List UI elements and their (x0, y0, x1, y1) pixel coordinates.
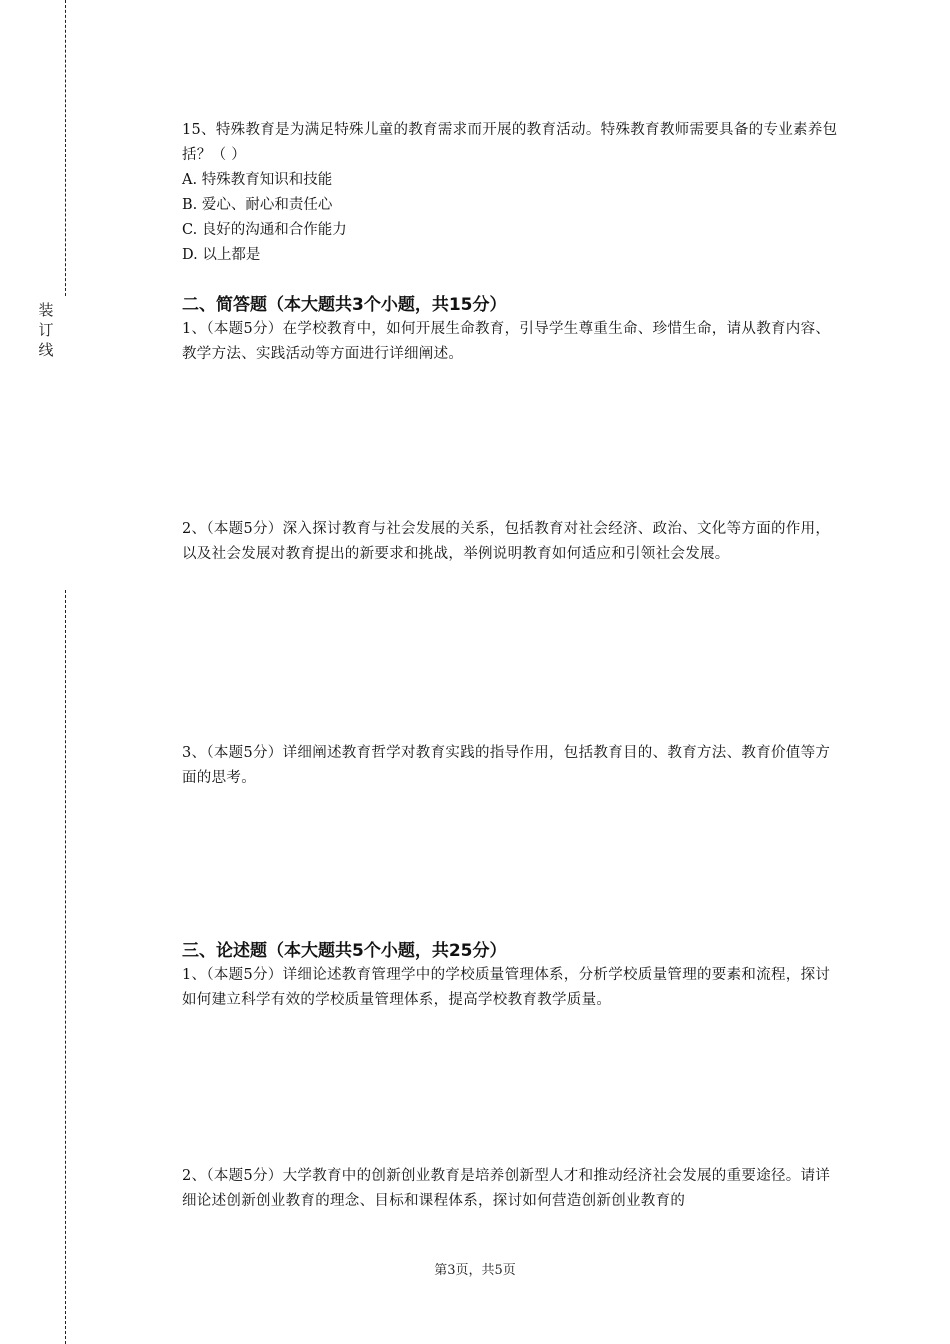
option-c: C. 良好的沟通和合作能力 (182, 222, 347, 238)
short-answer-question-3: 3、（本题5分）详细阐述教育哲学对教育实践的指导作用，包括教育目的、教育方法、教育价值等方面的思考。 (182, 745, 831, 786)
binding-char: 订 (38, 321, 54, 339)
question-15 (182, 118, 842, 268)
option-d: D. 以上都是 (182, 247, 261, 263)
essay-section (182, 939, 842, 1013)
question-text: 15、特殊教育是为满足特殊儿童的教育需求而开展的教育活动。特殊教育教师需要具备的专业素养包括？（ ） (182, 122, 838, 163)
short-answer-question-3-block (182, 741, 842, 791)
option-b: B. 爱心、耐心和责任心 (182, 197, 333, 213)
essay-question-2: 2、（本题5分）大学教育中的创新创业教育是培养创新型人才和推动经济社会发展的重要途径。请详细论述创新创业教育的理念、目标和课程体系，探讨如何营造创新创业教育的 (182, 1168, 831, 1209)
binding-dashed-line-bottom (65, 590, 66, 1344)
short-answer-question-2-block (182, 517, 842, 567)
page-number: 第3页，共5页 (434, 1263, 516, 1278)
essay-question-1: 1、（本题5分）详细论述教育管理学中的学校质量管理体系，分析学校质量管理的要素和流程，探讨如何建立科学有效的学校质量管理体系，提高学校教育教学质量。 (182, 967, 831, 1008)
binding-char: 装 (38, 301, 54, 319)
binding-label (36, 300, 56, 360)
short-answer-question-2: 2、（本题5分）深入探讨教育与社会发展的关系，包括教育对社会经济、政治、文化等方面的作用，以及社会发展对教育提出的新要求和挑战，举例说明教育如何适应和引领社会发展。 (182, 521, 831, 562)
binding-char: 线 (38, 341, 54, 359)
short-answer-section (182, 293, 842, 367)
essay-question-2-block (182, 1164, 842, 1214)
short-answer-question-1: 1、（本题5分）在学校教育中，如何开展生命教育，引导学生尊重生命、珍惜生命，请从教育内容、教学方法、实践活动等方面进行详细阐述。 (182, 321, 831, 362)
section-title: 三、论述题（本大题共5个小题，共25分） (182, 941, 507, 961)
binding-dashed-line-top (65, 0, 66, 296)
section-title: 二、简答题（本大题共3个小题，共15分） (182, 295, 507, 315)
option-a: A. 特殊教育知识和技能 (182, 172, 333, 188)
